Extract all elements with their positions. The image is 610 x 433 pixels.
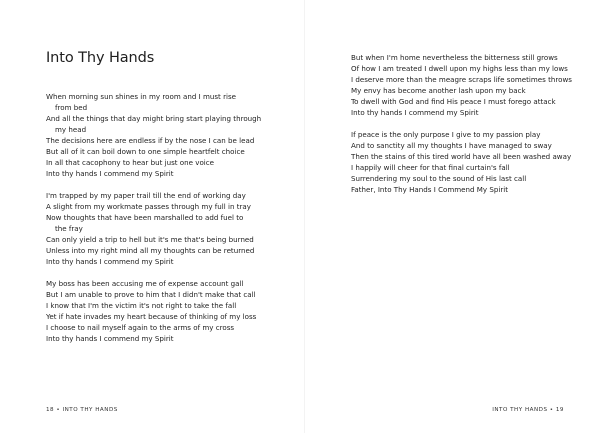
poem-line: Into thy hands I commend my Spirit: [351, 108, 479, 117]
poem-line: If peace is the only purpose I give to my passion play: [351, 130, 541, 139]
folio-right: INTO THY HANDS • 19: [492, 407, 564, 413]
poem-line: Yet if hate invades my heart because of thinking of my loss: [46, 312, 257, 321]
poem-line: from bed: [55, 103, 88, 112]
poem-line: When morning sun shines in my room and I must rise: [46, 92, 237, 101]
stanza: [46, 190, 261, 267]
poem-line: Then the stains of this tired world have all been washed away: [351, 152, 572, 161]
poem-line: Now thoughts that have been marshalled to add fuel to: [46, 213, 244, 222]
poem-line: Can only yield a trip to hell but it's me that's being burned: [46, 235, 254, 244]
poem-line: the fray: [55, 224, 83, 233]
poem-line: Of how I am treated I dwell upon my highs less than my lows: [351, 64, 568, 73]
poem-line: I know that I'm the victim it's not right to take the fall: [46, 301, 237, 310]
poem-line: Into thy hands I commend my Spirit: [46, 169, 174, 178]
poem-line: But all of it can boil down to one simple heartfelt choice: [46, 147, 245, 156]
poem-line: My boss has been accusing me of expense account gall: [46, 279, 244, 288]
poem-left-column: [46, 91, 261, 355]
stanza: [46, 91, 261, 179]
poem-line: Into thy hands I commend my Spirit: [46, 334, 174, 343]
poem-line: Surrendering my soul to the sound of His last call: [351, 174, 527, 183]
poem-title: Into Thy Hands: [46, 50, 155, 66]
stanza: [46, 278, 261, 344]
poem-line: In all that cacophony to hear but just one voice: [46, 158, 215, 167]
poem-line: But when I'm home nevertheless the bitterness still grows: [351, 53, 558, 62]
poem-line: The decisions here are endless if by the nose I can be lead: [46, 136, 255, 145]
poem-line: My envy has become another lash upon my back: [351, 86, 526, 95]
poem-line: Father, Into Thy Hands I Commend My Spirit: [351, 185, 509, 194]
poem-line: Unless into my right mind all my thoughts can be returned: [46, 246, 255, 255]
right-page: [305, 0, 610, 433]
stanza: [351, 52, 572, 118]
poem-line: I happily will cheer for that final curtain's fall: [351, 163, 510, 172]
poem-line: And all the things that day might bring start playing through: [46, 114, 262, 123]
poem-line: To dwell with God and find His peace I must forego attack: [351, 97, 556, 106]
poem-line: I choose to nail myself again to the arms of my cross: [46, 323, 235, 332]
folio-left: 18 • INTO THY HANDS: [46, 407, 118, 413]
poem-line: And to sanctity all my thoughts I have managed to sway: [351, 141, 552, 150]
poem-line: I deserve more than the meagre scraps life sometimes throws: [351, 75, 572, 84]
poem-line: I'm trapped by my paper trail till the end of working day: [46, 191, 246, 200]
poem-line: A slight from my workmate passes through my full in tray: [46, 202, 251, 211]
poem-line: Into thy hands I commend my Spirit: [46, 257, 174, 266]
poem-line: But I am unable to prove to him that I didn't make that call: [46, 290, 256, 299]
poem-right-column: [351, 52, 572, 206]
poem-line: my head: [55, 125, 87, 134]
stanza: [351, 129, 572, 195]
